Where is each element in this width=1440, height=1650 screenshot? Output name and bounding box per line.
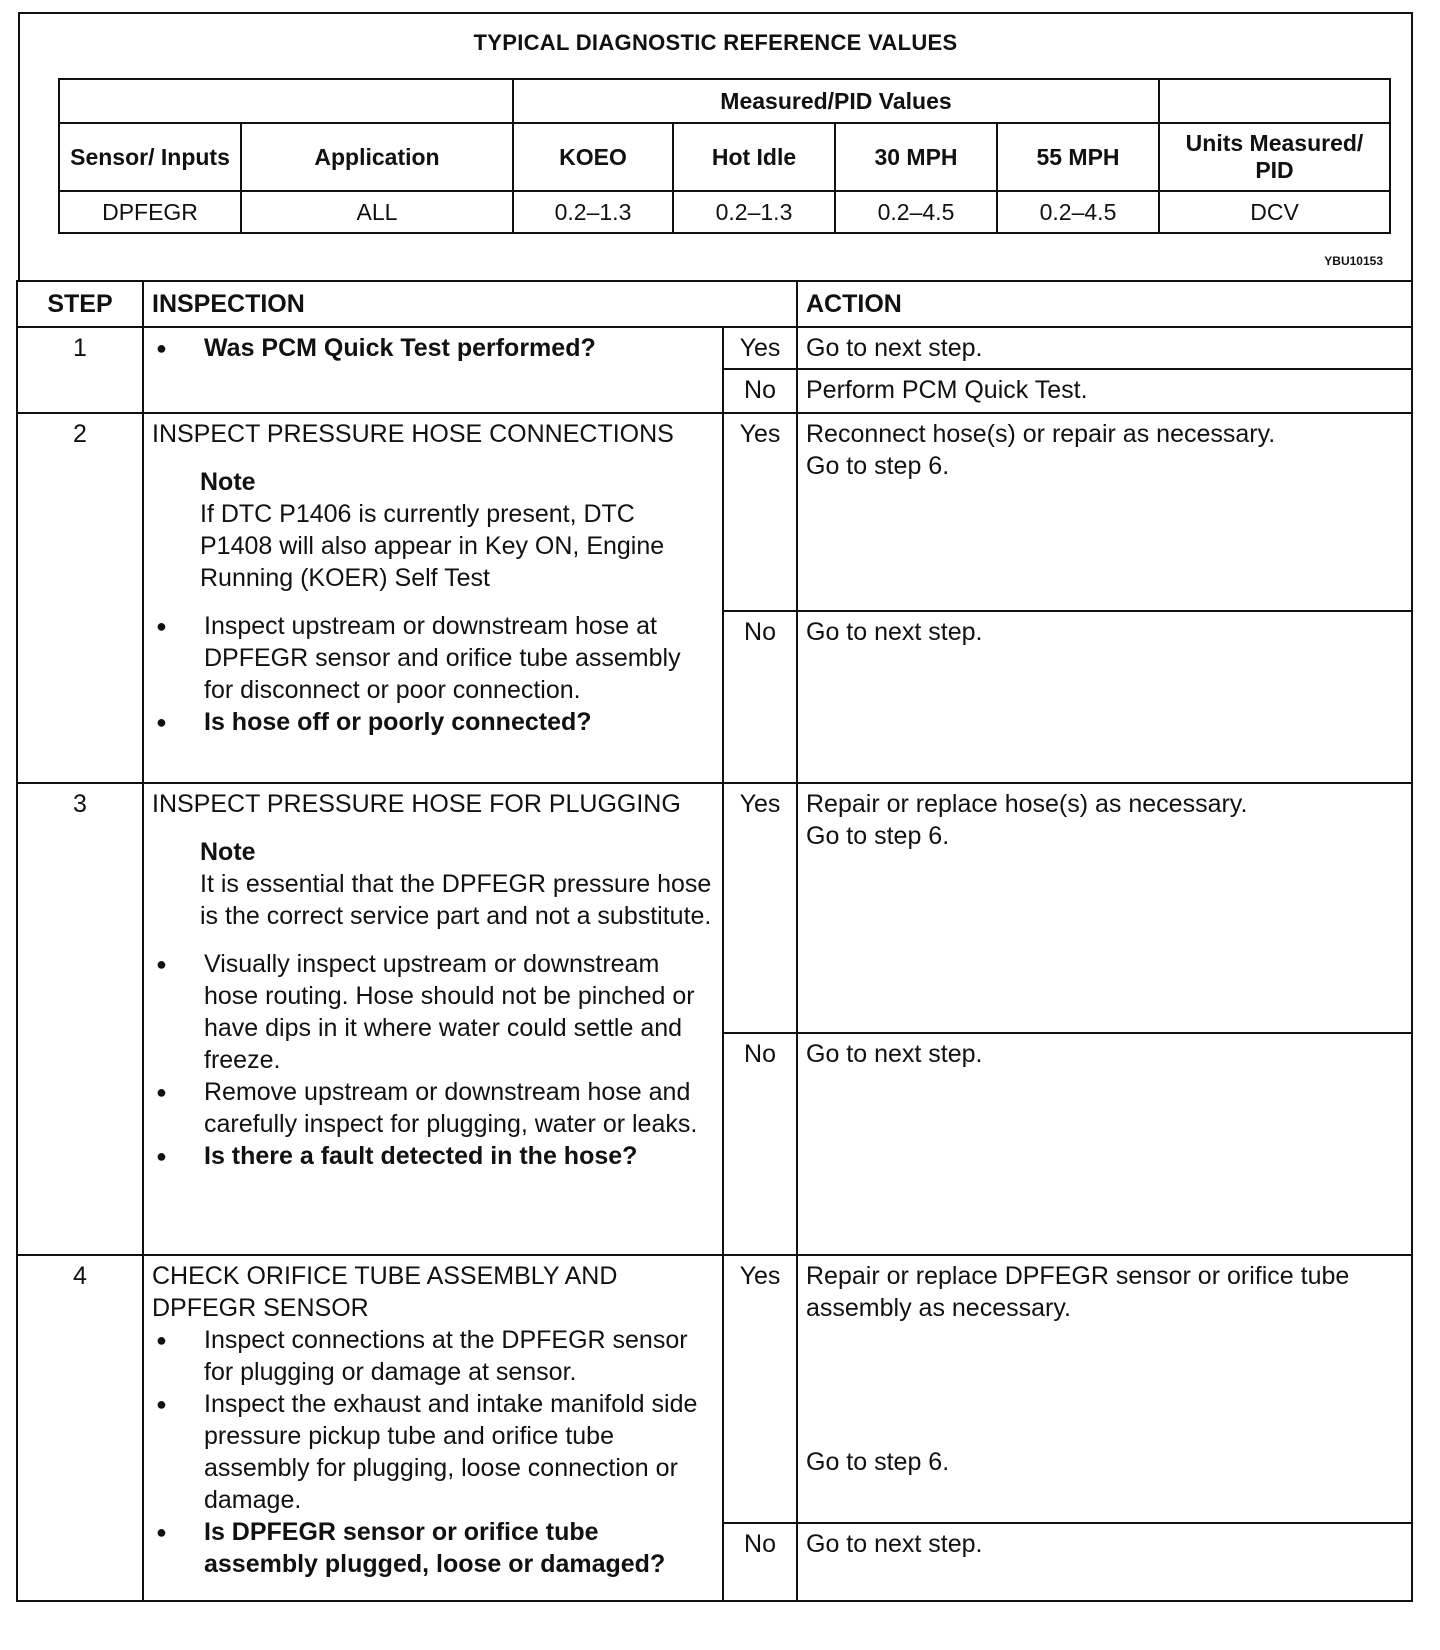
list-item: [152, 1140, 714, 1172]
note-text: If DTC P1406 is currently present, DTC P1408 will also appear in Key ON, Engine Running (KOER) Self Test: [200, 500, 665, 592]
no-action: Go to next step.: [797, 1033, 1412, 1255]
bullet-icon: ●: [156, 1146, 167, 1166]
cell-units: DCV: [1159, 191, 1390, 233]
bullet-text: Inspect connections at the DPFEGR sensor for plugging or damage at sensor.: [204, 1326, 688, 1386]
header-inspection: INSPECTION: [143, 281, 797, 327]
step-question: Is there a fault detected in the hose?: [204, 1142, 638, 1170]
yes-action: [797, 1255, 1412, 1523]
measured-pid-header: Measured/PID Values: [513, 79, 1159, 123]
yes-action-line: Reconnect hose(s) or repair as necessary.: [806, 420, 1276, 448]
step-inspection: [143, 327, 723, 413]
diagnostic-table: [16, 280, 1413, 1602]
note-label: Note: [200, 468, 256, 496]
bullet-icon: ●: [156, 1330, 167, 1350]
list-item: [152, 1076, 714, 1140]
cell-koeo: 0.2–1.3: [513, 191, 673, 233]
table-row: [17, 1255, 1412, 1523]
reference-blank-header: [59, 79, 513, 123]
bullet-icon: ●: [156, 954, 167, 974]
col-hot-idle: Hot Idle: [673, 123, 835, 191]
no-action: Go to next step.: [797, 611, 1412, 783]
step-inspection: [143, 1255, 723, 1601]
cell-application: ALL: [241, 191, 513, 233]
list-item: [152, 706, 714, 738]
bullet-icon: ●: [156, 338, 167, 358]
no-action: Perform PCM Quick Test.: [797, 369, 1412, 413]
yes-action-goto: Go to step 6.: [806, 452, 950, 480]
yes-label: Yes: [723, 413, 797, 611]
note-block: [152, 836, 714, 932]
col-sensor-inputs: Sensor/ Inputs: [59, 123, 241, 191]
yes-label: Yes: [723, 1255, 797, 1523]
yes-label: Yes: [723, 327, 797, 369]
list-item: [152, 1516, 714, 1580]
cell-55-mph: 0.2–4.5: [997, 191, 1159, 233]
reference-title: TYPICAL DIAGNOSTIC REFERENCE VALUES: [473, 30, 958, 55]
step-title: CHECK ORIFICE TUBE ASSEMBLY AND DPFEGR SENSOR: [152, 1262, 618, 1322]
list-item: [152, 948, 714, 1076]
note-block: [152, 466, 714, 594]
table-row: [17, 327, 1412, 369]
step-question: Was PCM Quick Test performed?: [204, 334, 596, 362]
yes-action: Go to next step.: [797, 327, 1412, 369]
yes-action-line: Repair or replace DPFEGR sensor or orifice tube assembly as necessary.: [806, 1262, 1350, 1322]
note-text: It is essential that the DPFEGR pressure hose is the correct service part and not a substitute.: [200, 870, 712, 930]
no-label: No: [723, 1523, 797, 1601]
yes-action: [797, 783, 1412, 1033]
step-question: Is DPFEGR sensor or orifice tube assembly plugged, loose or damaged?: [204, 1518, 666, 1578]
yes-action-goto: Go to step 6.: [806, 1448, 950, 1476]
yes-action: [797, 413, 1412, 611]
units-blank-header: [1159, 79, 1390, 123]
bullet-icon: ●: [156, 712, 167, 732]
bullet-icon: ●: [156, 616, 167, 636]
table-row: [17, 783, 1412, 1033]
no-label: No: [723, 611, 797, 783]
cell-30-mph: 0.2–4.5: [835, 191, 997, 233]
bullet-icon: ●: [156, 1082, 167, 1102]
col-30-mph: 30 MPH: [835, 123, 997, 191]
cell-hot-idle: 0.2–1.3: [673, 191, 835, 233]
header-action: ACTION: [797, 281, 1412, 327]
bullet-text: Remove upstream or downstream hose and carefully inspect for plugging, water or leaks.: [204, 1078, 698, 1138]
bullet-text: Visually inspect upstream or downstream hose routing. Hose should not be pinched or have dips in it where water could settle and freeze.: [204, 950, 695, 1074]
step-number: 1: [17, 327, 143, 413]
reference-row: [59, 191, 1390, 233]
bullet-text: Inspect upstream or downstream hose at DPFEGR sensor and orifice tube assembly for disconnect or poor connection.: [204, 612, 681, 704]
list-item: [152, 1388, 714, 1516]
table-header-row: [17, 281, 1412, 327]
step-inspection: [143, 783, 723, 1255]
cell-sensor: DPFEGR: [59, 191, 241, 233]
step-number: 3: [17, 783, 143, 1255]
step-question: Is hose off or poorly connected?: [204, 708, 592, 736]
no-action: Go to next step.: [797, 1523, 1412, 1601]
bullet-text: Inspect the exhaust and intake manifold side pressure pickup tube and orifice tube assembly for plugging, loose connection or damage.: [204, 1390, 698, 1514]
step-number: 2: [17, 413, 143, 783]
step-number: 4: [17, 1255, 143, 1601]
document-page: [10, 10, 1413, 1642]
table-row: [17, 413, 1412, 611]
yes-action-line: Repair or replace hose(s) as necessary.: [806, 790, 1248, 818]
no-label: No: [723, 1033, 797, 1255]
no-label: No: [723, 369, 797, 413]
reference-values-box: [18, 12, 1413, 282]
bullet-icon: ●: [156, 1394, 167, 1414]
reference-table: [58, 78, 1391, 234]
list-item: [152, 1324, 714, 1388]
yes-action-goto: Go to step 6.: [806, 822, 950, 850]
list-item: [152, 610, 714, 706]
header-step: STEP: [17, 281, 143, 327]
step-inspection: [143, 413, 723, 783]
col-55-mph: 55 MPH: [997, 123, 1159, 191]
figure-code: YBU10153: [1324, 254, 1383, 268]
step-title: INSPECT PRESSURE HOSE FOR PLUGGING: [152, 790, 681, 818]
col-units: Units Measured/ PID: [1159, 123, 1390, 191]
note-label: Note: [200, 838, 256, 866]
col-application: Application: [241, 123, 513, 191]
col-koeo: KOEO: [513, 123, 673, 191]
step-title: INSPECT PRESSURE HOSE CONNECTIONS: [152, 420, 674, 448]
yes-label: Yes: [723, 783, 797, 1033]
bullet-icon: ●: [156, 1522, 167, 1542]
